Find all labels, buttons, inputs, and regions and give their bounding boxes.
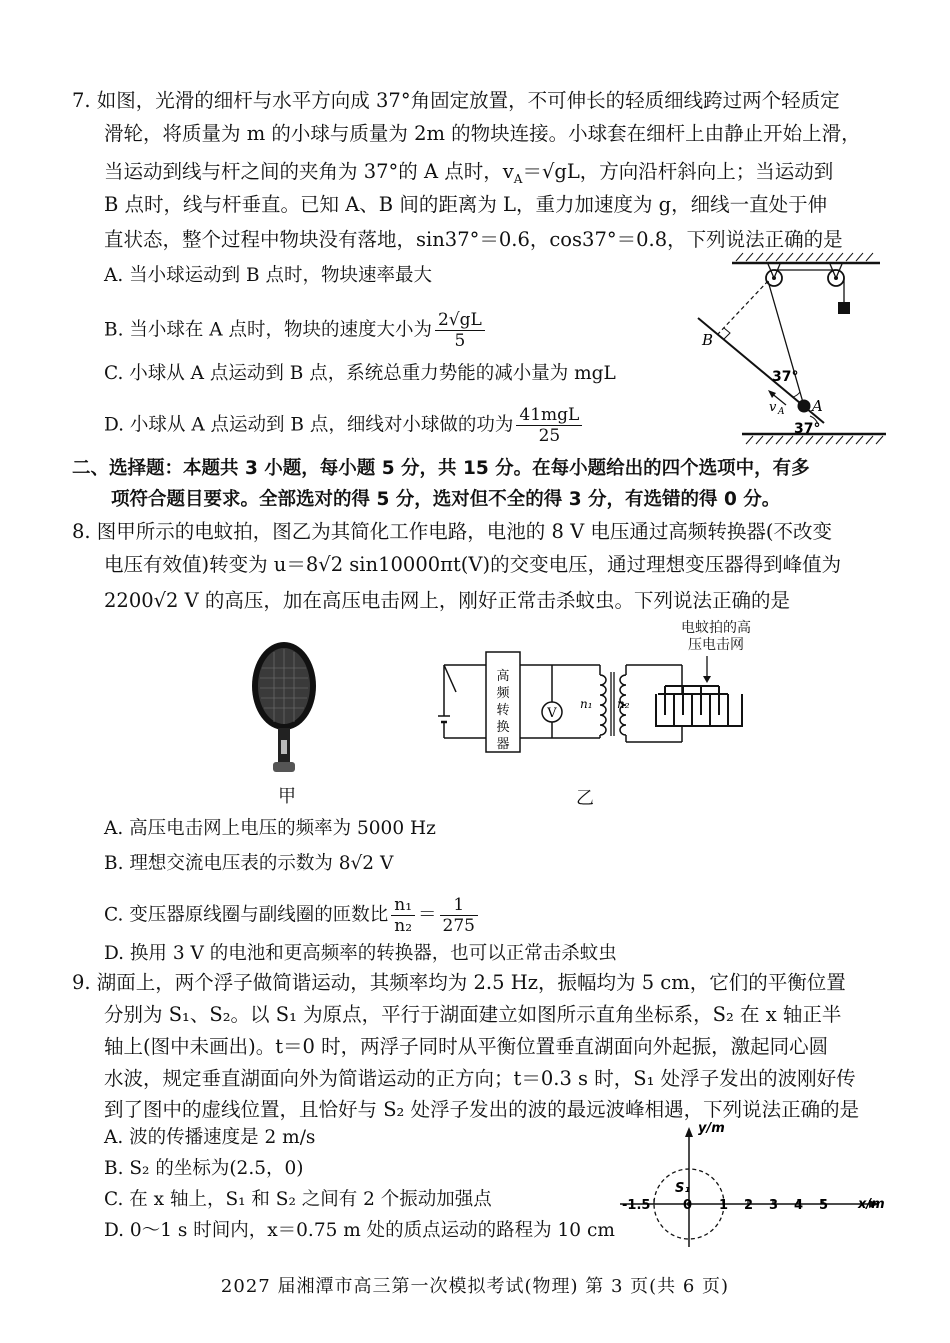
q7-option-b: B. 当小球在 A 点时，物块的速度大小为 $\frac{2√gL}{5}$ — [104, 310, 488, 351]
q7-incline-figure — [690, 248, 900, 448]
q8-option-c: C. 变压器原线圈与副线圈的匝数比 $\frac{\text{n₁}}{\text{n₂}}$ ＝ $\frac{1}{275}$ — [104, 895, 481, 936]
q9-line-1: 9. 湖面上，两个浮子做简谐运动，其频率均为 2.5 Hz，振幅均为 5 cm，它们的平衡位置 — [72, 971, 846, 994]
q7-option-d: D. 小球从 A 点运动到 B 点，细线对小球做的功为 $\frac{\text{41mgL}}{25}$ — [104, 405, 585, 446]
q9-line-3: 轴上(图中未画出)。t＝0 时，两浮子同时从平衡位置垂直湖面向外起振，激起同心圆 — [104, 1035, 829, 1058]
q8-line-3: 2200√2 V 的高压，加在高压电击网上，刚好正常击杀蚊虫。下列说法正确的是 — [104, 589, 790, 612]
q8-option-c-fraction-2: $\frac{1}{275}$ — [440, 895, 478, 936]
q7-label-v-subscript: A — [778, 407, 785, 417]
q7-label-v: v — [769, 400, 777, 415]
q8-line-2: 电压有效值)转变为 u＝8√2 sin10000πt(V)的交变电压，通过理想变压器得到峰值为 — [104, 553, 842, 576]
q9-tick-4: 4 — [794, 1198, 804, 1213]
section2-heading-line-2: 项符合题目要求。全部选对的得 5 分，选对但不全的得 3 分，有选错的得 0 分。 — [111, 489, 781, 510]
svg-text:转: 转 — [496, 703, 510, 718]
q8-line-1: 8. 图甲所示的电蚊拍，图乙为其简化工作电路，电池的 8 V 电压通过高频转换器(不改变 — [72, 520, 832, 543]
q8-net-label: 电蚊拍的高 压电击网 — [681, 620, 751, 653]
q7-option-d-fraction: $\frac{\text{41mgL}}{25}$ — [516, 405, 582, 446]
q7-label-b: B — [702, 331, 714, 349]
q7-line-3: 当运动到线与杆之间的夹角为 37°的 A 点时，$v_A=√gL$，方向沿杆斜向上；当运动到 — [104, 160, 834, 186]
q7-angle-rod-string: 37° — [772, 369, 799, 385]
q9-line-4: 水波，规定垂直湖面向外为简谐运动的正方向；t＝0.3 s 时，S₁ 处浮子发出的波刚好传 — [104, 1067, 856, 1090]
q8-n1-label: n₁ — [580, 697, 593, 711]
svg-text:频: 频 — [496, 686, 510, 701]
q7-line-1: 7. 如图，光滑的细杆与水平方向成 37°角固定放置，不可伸长的轻质细线跨过两个轻质定 — [72, 89, 840, 112]
q7-line-4: B 点时，线与杆垂直。已知 A、B 间的距离为 L，重力加速度为 g，细线一直处于伸 — [104, 193, 828, 216]
q8-voltmeter-icon: V — [547, 706, 557, 721]
q7-option-b-fraction: $\frac{2√gL}{5}$ — [435, 310, 485, 351]
q7-option-c: C. 小球从 A 点运动到 B 点，系统总重力势能的减小量为 mgL — [104, 363, 616, 384]
q9-tick-0: 0 — [683, 1198, 693, 1213]
q9-y-axis-label: y/m — [698, 1122, 725, 1136]
q7-angle-rod-floor: 37° — [794, 421, 821, 437]
q8-option-b: B. 理想交流电压表的示数为 8√2 V — [104, 853, 394, 874]
svg-text:器: 器 — [496, 737, 510, 752]
q9-tick-2: 2 — [744, 1198, 754, 1213]
q8-racket-figure — [240, 638, 330, 778]
q9-option-d: D. 0～1 s 时间内，x＝0.75 m 处的质点运动的路程为 10 cm — [104, 1220, 615, 1241]
q8-figure-jia-label: 甲 — [278, 786, 296, 807]
q8-option-c-fraction-1: $\frac{\text{n₁}}{\text{n₂}}$ — [391, 895, 415, 936]
q7-line-5: 直状态，整个过程中物块没有落地，sin37°＝0.6，cos37°＝0.8，下列说法正确的是 — [104, 228, 843, 251]
q7-line-2: 滑轮，将质量为 m 的小球与质量为 2m 的物块连接。小球套在细杆上由静止开始上滑， — [104, 122, 861, 145]
page-footer: 2027 届湘潭市高三第一次模拟考试(物理) 第 3 页(共 6 页) — [220, 1276, 730, 1297]
q8-figure-yi-label: 乙 — [576, 788, 594, 809]
section2-heading-line-1: 二、选择题：本题共 3 小题，每小题 5 分，共 15 分。在每小题给出的四个选项中，有多 — [72, 458, 810, 479]
q8-n2-label: n₂ — [617, 697, 630, 711]
q9-tick--1.5: -1.5 — [622, 1198, 651, 1213]
q9-option-b: B. S₂ 的坐标为(2.5，0) — [104, 1158, 304, 1179]
q7-label-a: A — [812, 397, 823, 415]
svg-text:换: 换 — [496, 720, 510, 735]
q9-option-c: C. 在 x 轴上，S₁ 和 S₂ 之间有 2 个振动加强点 — [104, 1189, 492, 1210]
q9-option-a: A. 波的传播速度是 2 m/s — [104, 1127, 316, 1148]
q9-s1-label: S₁ — [675, 1181, 691, 1196]
q9-tick-3: 3 — [769, 1198, 779, 1213]
svg-text:高: 高 — [496, 669, 510, 684]
q9-line-5: 到了图中的虚线位置，且恰好与 S₂ 处浮子发出的波的最远波峰相遇，下列说法正确的是 — [104, 1098, 860, 1121]
q9-coordinate-figure — [615, 1122, 895, 1252]
q7-option-a: A. 当小球运动到 B 点时，物块速率最大 — [104, 265, 432, 286]
q9-x-axis-label: x/m — [858, 1197, 885, 1212]
q9-tick-1: 1 — [719, 1198, 729, 1213]
q8-option-a: A. 高压电击网上电压的频率为 5000 Hz — [104, 818, 436, 839]
q8-option-d: D. 换用 3 V 的电池和更高频率的转换器，也可以正常击杀蚊虫 — [104, 943, 617, 964]
q9-line-2: 分别为 S₁、S₂。以 S₁ 为原点，平行于湖面建立如图所示直角坐标系，S₂ 在 x 轴正半 — [104, 1003, 842, 1026]
q9-tick-5: 5 — [819, 1198, 829, 1213]
